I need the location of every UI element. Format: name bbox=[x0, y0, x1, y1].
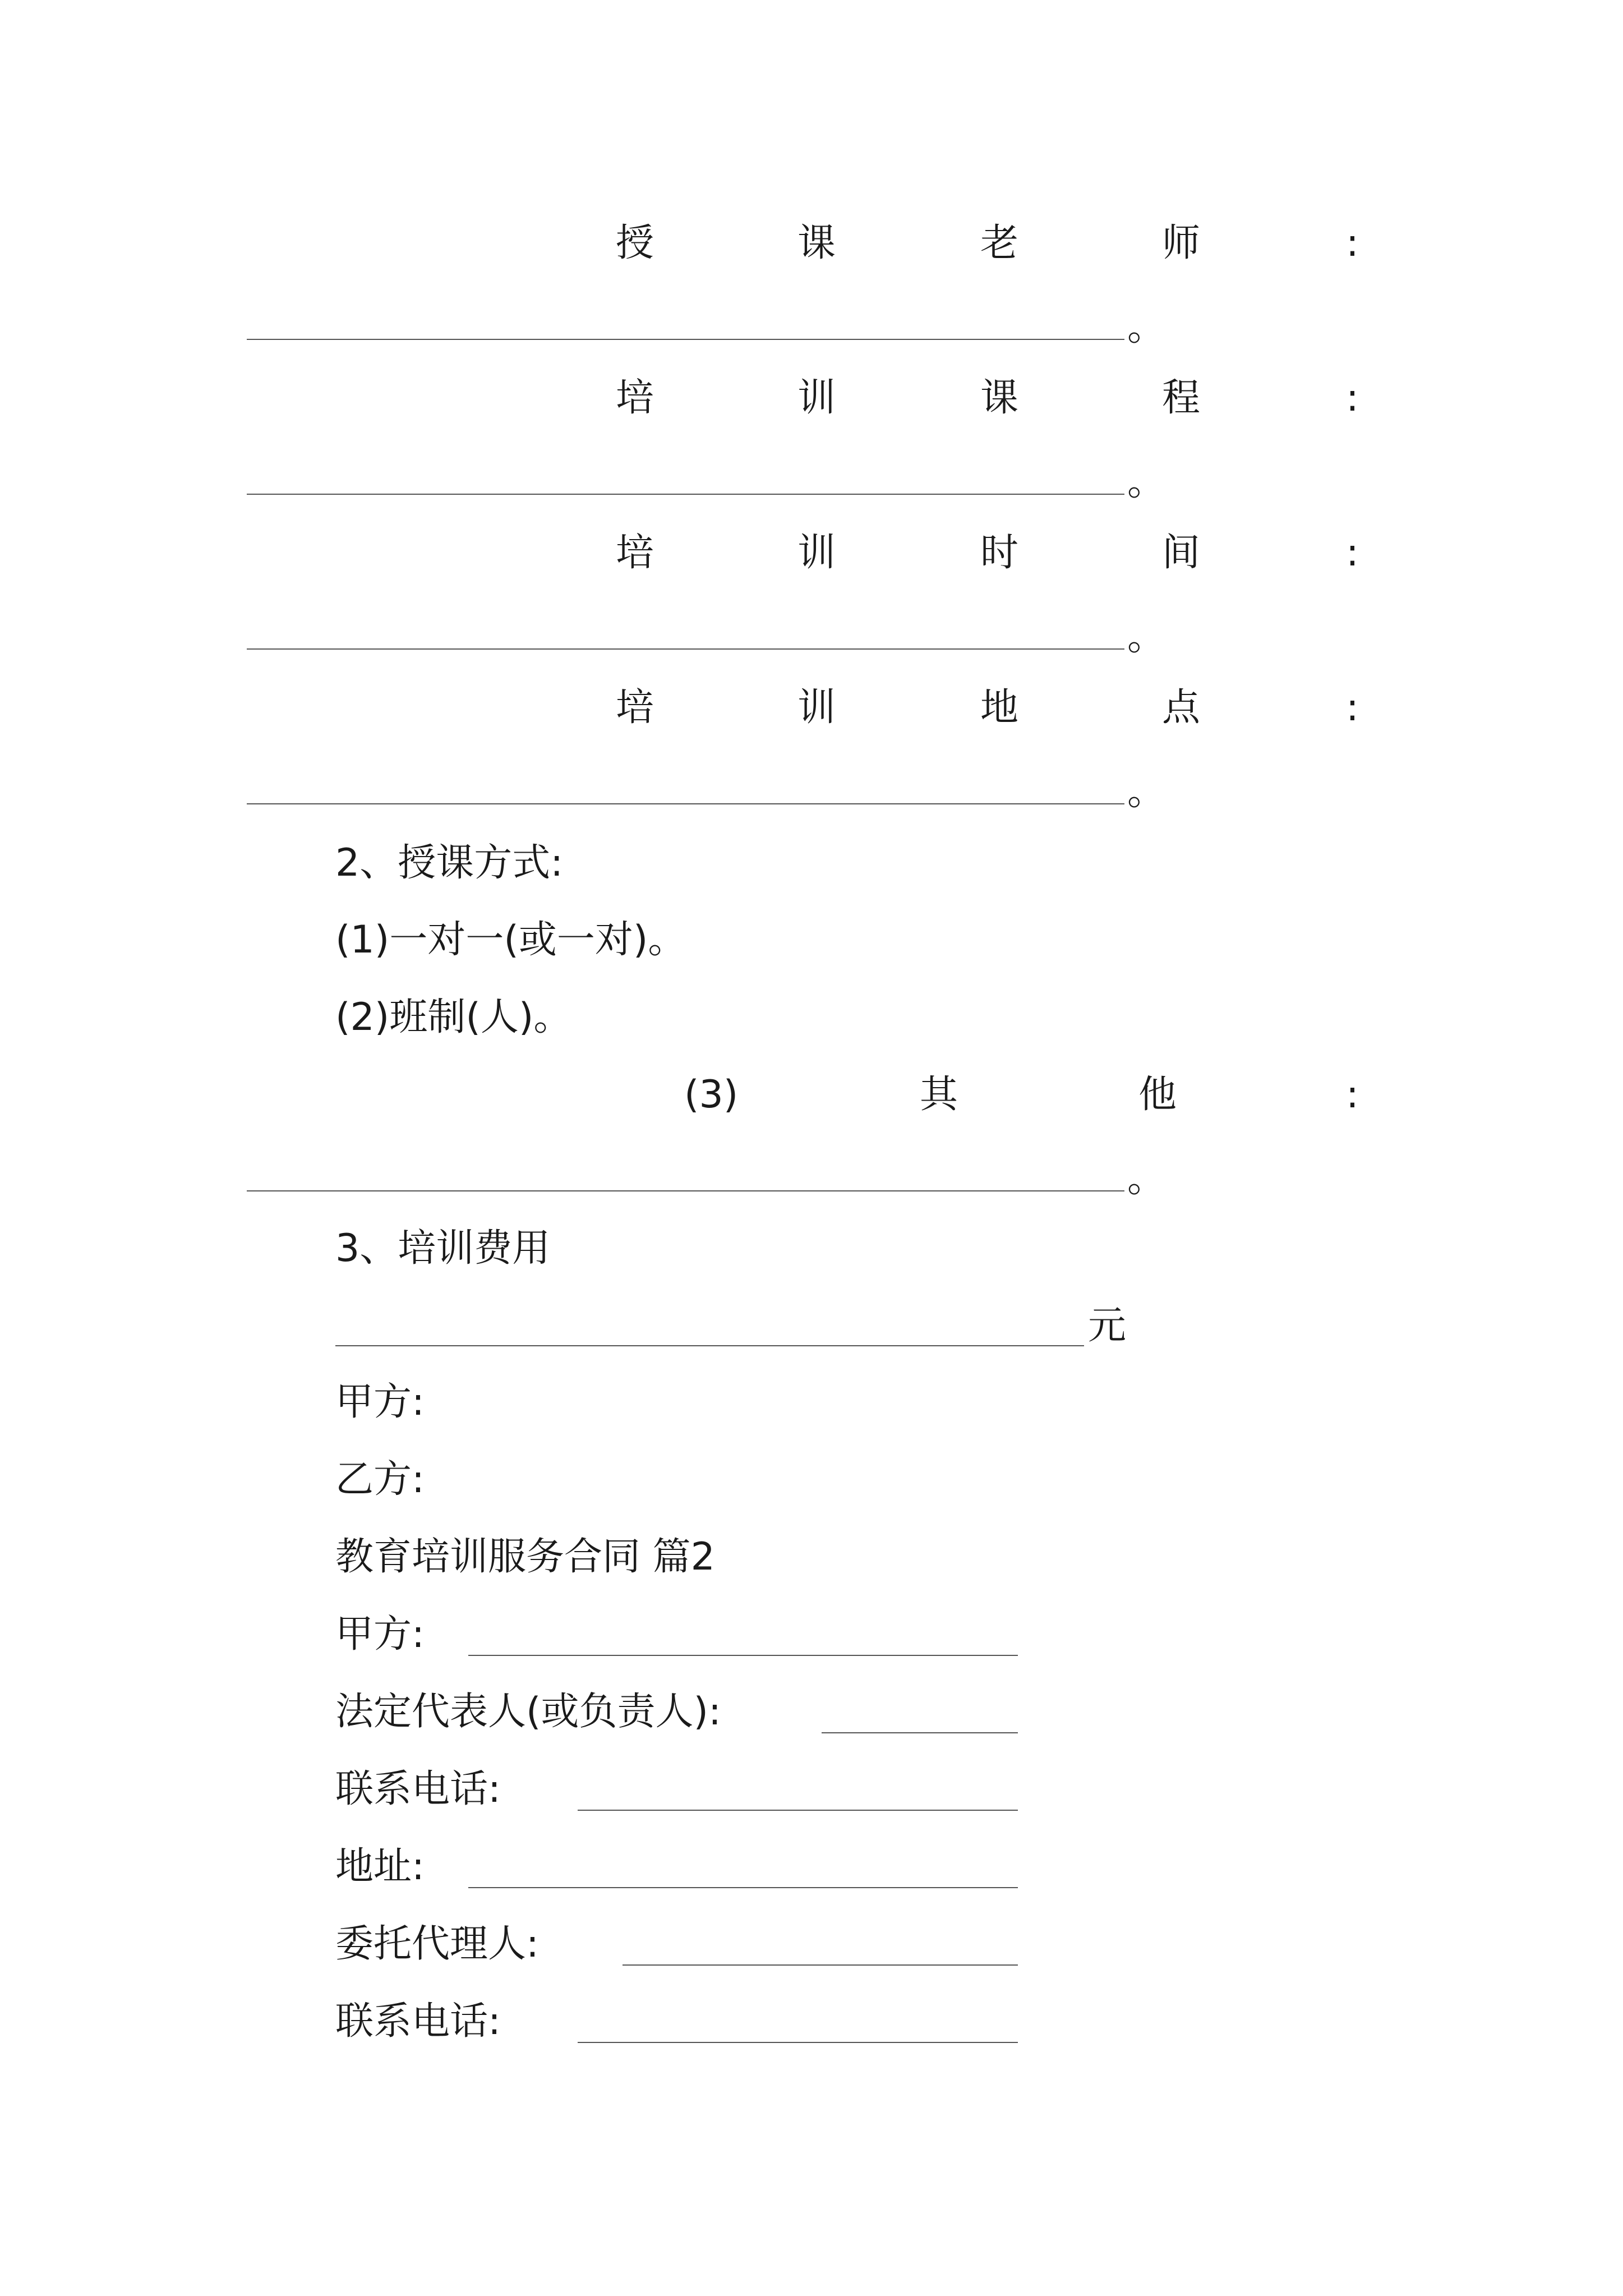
form-party-a-field[interactable] bbox=[468, 1655, 1018, 1656]
teacher-colon: : bbox=[1346, 221, 1359, 265]
time-char-3: 时 bbox=[980, 531, 1019, 575]
form-phone2-field[interactable] bbox=[578, 2042, 1018, 2043]
course-char-2: 训 bbox=[797, 376, 836, 420]
place-colon: : bbox=[1346, 685, 1359, 730]
teacher-blank[interactable] bbox=[247, 339, 1124, 340]
place-char-1: 培 bbox=[616, 685, 654, 730]
fee-blank[interactable] bbox=[335, 1345, 1084, 1346]
other-blank[interactable] bbox=[247, 1190, 1124, 1191]
teacher-char-1: 授 bbox=[616, 221, 654, 265]
place-end: 。 bbox=[1127, 770, 1166, 814]
method-option-2: (2)班制(人)。 bbox=[335, 995, 572, 1039]
other-char-3: 他 bbox=[1138, 1073, 1177, 1117]
course-char-4: 程 bbox=[1162, 376, 1201, 420]
method-option-1: (1)一对一(或一对)。 bbox=[335, 918, 686, 962]
teacher-char-3: 老 bbox=[980, 221, 1019, 265]
fee-unit: 元 bbox=[1088, 1304, 1127, 1348]
form-party-a-label: 甲方: bbox=[335, 1612, 425, 1657]
place-char-4: 点 bbox=[1162, 685, 1201, 730]
other-char-1: (3) bbox=[684, 1073, 739, 1117]
course-char-3: 课 bbox=[980, 376, 1019, 420]
place-blank[interactable] bbox=[247, 803, 1124, 804]
form-agent-label: 委托代理人: bbox=[335, 1922, 539, 1966]
other-char-2: 其 bbox=[920, 1073, 958, 1117]
form-phone-field[interactable] bbox=[578, 1810, 1018, 1811]
time-end: 。 bbox=[1127, 615, 1166, 659]
form-address-field[interactable] bbox=[468, 1887, 1018, 1888]
time-char-2: 训 bbox=[797, 531, 836, 575]
form-phone2-label: 联系电话: bbox=[335, 1999, 501, 2044]
course-blank[interactable] bbox=[247, 494, 1124, 495]
place-char-3: 地 bbox=[980, 685, 1019, 730]
form-phone-label: 联系电话: bbox=[335, 1767, 501, 1811]
teacher-end: 。 bbox=[1127, 305, 1166, 349]
place-char-2: 训 bbox=[797, 685, 836, 730]
section-title: 教育培训服务合同 篇2 bbox=[335, 1535, 715, 1579]
fee-heading: 3、培训费用 bbox=[335, 1226, 551, 1271]
form-legal-rep-field[interactable] bbox=[822, 1732, 1018, 1733]
course-char-1: 培 bbox=[616, 376, 654, 420]
form-address-label: 地址: bbox=[335, 1844, 425, 1889]
teacher-char-4: 师 bbox=[1162, 221, 1201, 265]
form-legal-rep-label: 法定代表人(或负责人): bbox=[335, 1690, 721, 1734]
form-agent-field[interactable] bbox=[623, 1964, 1018, 1966]
teacher-char-2: 课 bbox=[797, 221, 836, 265]
course-end: 。 bbox=[1127, 460, 1166, 504]
time-char-1: 培 bbox=[616, 531, 654, 575]
method-heading: 2、授课方式: bbox=[335, 841, 564, 885]
course-colon: : bbox=[1346, 376, 1359, 420]
party-a-sign: 甲方: bbox=[335, 1380, 425, 1424]
other-end: 。 bbox=[1127, 1157, 1166, 1201]
time-char-4: 间 bbox=[1162, 531, 1201, 575]
time-blank[interactable] bbox=[247, 648, 1124, 650]
other-colon: : bbox=[1346, 1073, 1359, 1117]
time-colon: : bbox=[1346, 531, 1359, 575]
party-b-sign: 乙方: bbox=[335, 1457, 425, 1502]
